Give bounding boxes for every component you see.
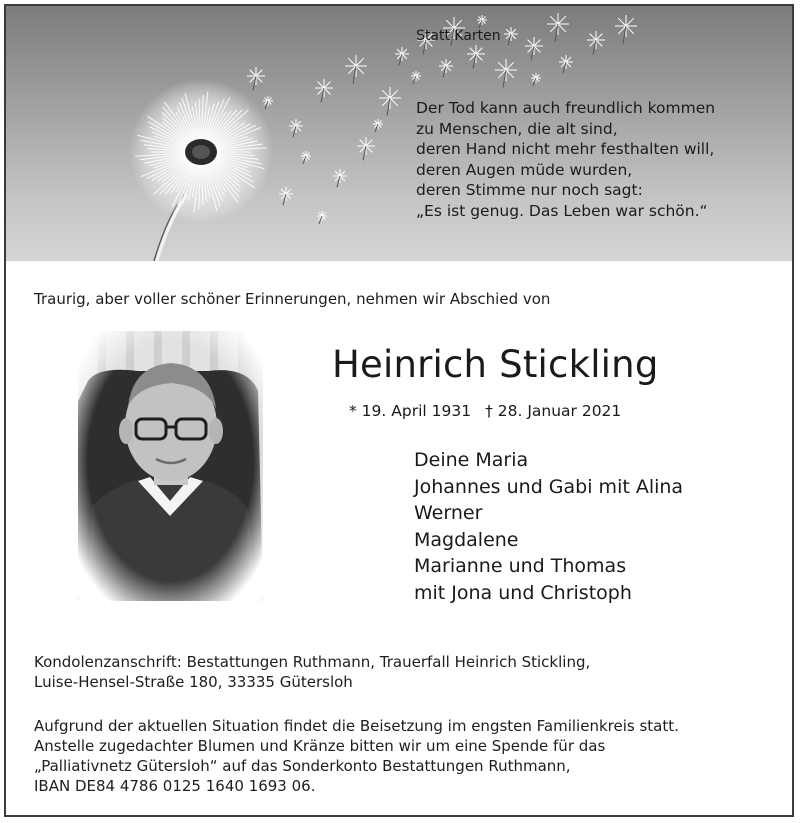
mourner-line: Magdalene bbox=[414, 528, 519, 551]
notice-line: Aufgrund der aktuellen Situation findet die Beisetzung im engsten Familienkreis statt. bbox=[34, 717, 679, 735]
poem-line: „Es ist genug. Das Leben war schön.“ bbox=[416, 201, 708, 220]
mourner-line: Werner bbox=[414, 502, 483, 524]
obituary-notice bbox=[4, 4, 794, 817]
poem-line: deren Hand nicht mehr festhalten will, bbox=[416, 140, 715, 159]
life-dates bbox=[349, 402, 621, 420]
intro-text: Traurig, aber voller schöner Erinnerungen, nehmen wir Abschied von bbox=[34, 290, 551, 308]
notice-line: Anstelle zugedachter Blumen und Kränze bitten wir um eine Spende für das bbox=[34, 737, 606, 755]
header-banner bbox=[6, 6, 792, 261]
funeral-notice bbox=[34, 716, 679, 796]
mourners-list bbox=[414, 447, 683, 606]
poem-line: deren Augen müde wurden, bbox=[416, 160, 633, 179]
birth-date: * 19. April 1931 bbox=[349, 402, 472, 420]
poem-line: zu Menschen, die alt sind, bbox=[416, 119, 618, 138]
mourner-line: mit Jona und Christoph bbox=[414, 581, 632, 604]
notice-line: „Palliativnetz Gütersloh“ auf das Sonderkonto Bestattungen Ruthmann, bbox=[34, 757, 571, 775]
mourner-line: Marianne und Thomas bbox=[414, 555, 627, 577]
poem-line: deren Stimme nur noch sagt: bbox=[416, 181, 643, 200]
death-date: † 28. Januar 2021 bbox=[485, 402, 622, 420]
mourner-line: Deine Maria bbox=[414, 449, 529, 471]
portrait-photo bbox=[78, 331, 263, 601]
header-top-line: Statt Karten bbox=[416, 28, 501, 44]
condolence-line: Kondolenzanschrift: Bestattungen Ruthmann, Trauerfall Heinrich Stickling, bbox=[34, 653, 591, 671]
mourner-line: Johannes und Gabi mit Alina bbox=[414, 475, 684, 498]
poem-line: Der Tod kann auch freundlich kommen bbox=[416, 99, 716, 117]
notice-line: IBAN DE84 4786 0125 1640 1693 06. bbox=[34, 777, 316, 795]
condolence-address bbox=[34, 652, 590, 692]
poem bbox=[416, 98, 715, 222]
condolence-line: Luise-Hensel-Straße 180, 33335 Gütersloh bbox=[34, 673, 353, 691]
deceased-name: Heinrich Stickling bbox=[332, 343, 659, 386]
